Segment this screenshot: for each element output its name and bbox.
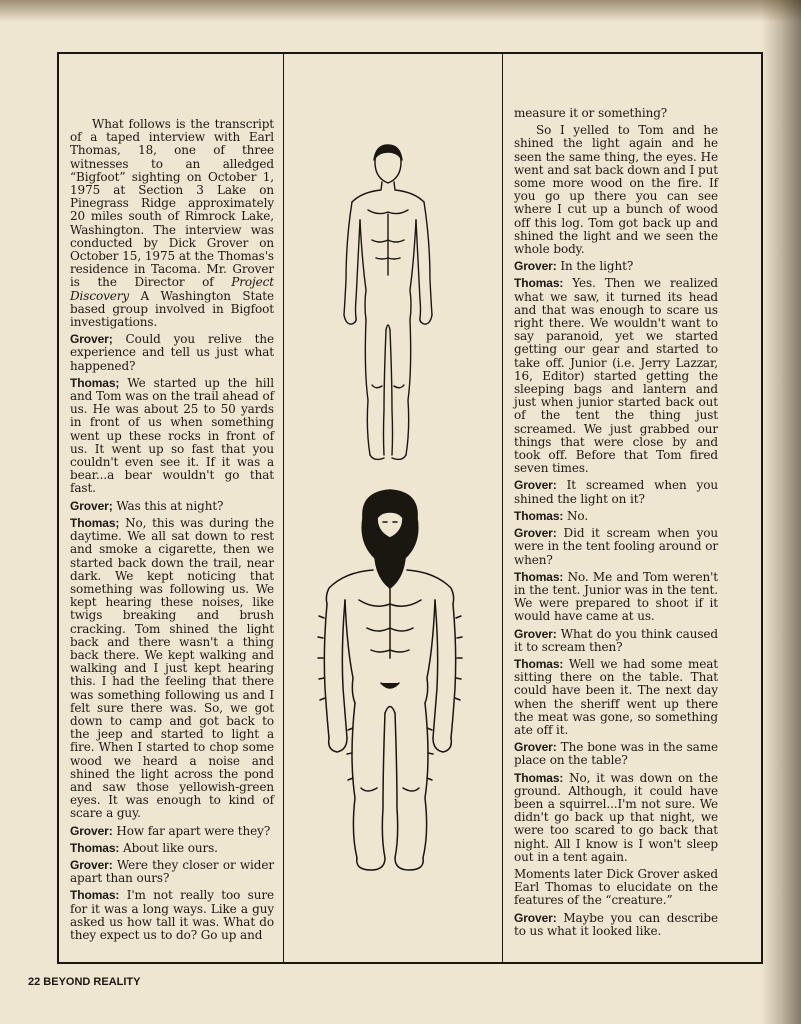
exchange: Thomas: Well we had some meat sitting there on the table. That could have been it. The next day when the sheriff went up there the meat was gone, so something ate off it.	[514, 656, 718, 737]
exchange: Thomas; We started up the hill and Tom was on the trail ahead of us. He was about 25 to 50 yards in front of us when something went up these rocks in front of us. It went up so fast that you couldn't even see it. If it was a bear...a bear wouldn't go that fast.	[70, 375, 274, 496]
speaker-label: Thomas:	[514, 656, 564, 671]
right-column	[514, 107, 718, 942]
speaker-label: Grover:	[70, 857, 113, 872]
bigfoot-figure-illustration	[315, 488, 465, 878]
exchange: Grover: How far apart were they?	[70, 823, 271, 838]
speaker-label: Grover;	[70, 332, 113, 347]
exchange: Grover: It screamed when you shined the light on it?	[514, 478, 718, 506]
speaker-label: Grover:	[514, 478, 557, 493]
speaker-label: Thomas:	[514, 770, 564, 785]
column-divider-left	[283, 54, 284, 962]
speaker-label: Grover:	[514, 740, 557, 755]
speaker-label: Grover:	[514, 910, 557, 925]
speaker-label: Grover:	[514, 259, 557, 274]
exchange: Grover: Were they closer or wider apart than ours?	[70, 857, 274, 886]
exchange: Grover: The bone was in the same place on the table?	[514, 740, 718, 768]
exchange: Thomas: About like ours.	[70, 840, 218, 855]
intro-paragraph: What follows is the transcript of a taped interview with Earl Thomas, 18, one of three witnesses to an alledged “Bigfoot” sighting on October 1, 1975 at Section 3 Lake on Pinegrass Ridge approximately 20 miles south of Rimrock Lake, Washington. The interview was conducted by Dick Grover on October 15, 1975 at the Thomas's residence in Tacoma. Mr. Grover is the Director of Project Discovery A Washington State based group involved in Bigfoot investigations.	[70, 117, 274, 330]
speaker-label: Grover:	[514, 526, 557, 541]
narration-paragraph: Moments later Dick Grover asked Earl Thomas to elucidate on the features of the “creature.”	[514, 866, 718, 908]
speaker-label: Grover:	[70, 823, 113, 838]
speaker-label: Grover;	[70, 498, 113, 513]
page-shadow-right	[761, 0, 801, 1024]
speaker-label: Thomas:	[70, 888, 120, 903]
exchange: Grover: Maybe you can describe to us what it looked like.	[514, 910, 718, 938]
exchange: Grover: Did it scream when you were in the tent fooling around or when?	[514, 526, 718, 567]
page-footer: 22 BEYOND REALITY	[28, 976, 141, 988]
speaker-label: Thomas:	[514, 276, 564, 291]
speaker-label: Thomas;	[70, 375, 120, 390]
exchange: Thomas: I'm not really too sure for it was a long ways. Like a guy asked us how tall it was. What do they expect us to do? Go up and	[70, 888, 274, 942]
continuation-line: measure it or something?	[514, 106, 668, 120]
exchange: Grover: What do you think caused it to scream then?	[514, 626, 718, 654]
project-name: Project Discovery	[70, 275, 274, 303]
column-divider-right	[502, 54, 503, 962]
exchange: Grover; Could you relive the experience and tell us just what happened?	[70, 332, 274, 373]
speaker-label: Thomas:	[514, 508, 564, 523]
exchange: Grover; Was this at night?	[70, 498, 224, 513]
exchange: Thomas: No, it was down on the ground. Although, it could have been a squirrel...I'm not sure. We didn't go back up that night, we were too scared to go back that night. All I know is I won't sleep out in a tent again.	[514, 770, 718, 864]
exchange: Thomas: Yes. Then we realized what we saw, it turned its head and that was enough to scare us right there. We wouldn't want to say paranoid, yet we started getting our gear and started to take off. Junior (i.e. Jerry Lazzar, 16, Editor) started getting the sleeping bags and lantern and just when junior started back out of the tent the thing just screamed. We just grabbed our things that were close by and took off. Before that Tom fired seven times.	[514, 276, 718, 476]
left-column	[70, 118, 274, 946]
narrative-paragraph: So I yelled to Tom and he shined the light again and he seen the same thing, the eyes. He went and sat back down and I put some more wood on the fire. If you go up there you can see where I cut up a bunch of wood off this log. Tom got back up and shined the light and we seen the whole body.	[514, 123, 718, 257]
page-shadow-top	[0, 0, 801, 22]
exchange: Grover: In the light?	[514, 259, 634, 274]
exchange: Thomas: No.	[514, 508, 589, 523]
exchange: Thomas: No. Me and Tom weren't in the tent. Junior was in the tent. We were prepared to shoot if it would have came at us.	[514, 569, 718, 624]
speaker-label: Thomas:	[514, 569, 564, 584]
human-figure-illustration	[328, 140, 448, 465]
speaker-label: Grover:	[514, 626, 557, 641]
speaker-label: Thomas:	[70, 840, 120, 855]
speaker-label: Thomas;	[70, 515, 120, 530]
exchange: Thomas; No, this was during the daytime. We all sat down to rest and smoke a cigarette, then we started back down the trail, near dark. We kept noticing that something was following us. We kept hearing these noises, like twigs breaking and brush cracking. Tom shined the light back and there wasn't a thing back there. We kept walking and walking and I just kept hearing this. I had the feeling that there was something following us and I felt sure there was. So, we got down to camp and got back to the jeep and started to light a fire. When I started to chop some wood we heard a noise and shined the light across the pond and saw those yellowish-green eyes. It was enough to kind of scare a guy.	[70, 515, 274, 821]
